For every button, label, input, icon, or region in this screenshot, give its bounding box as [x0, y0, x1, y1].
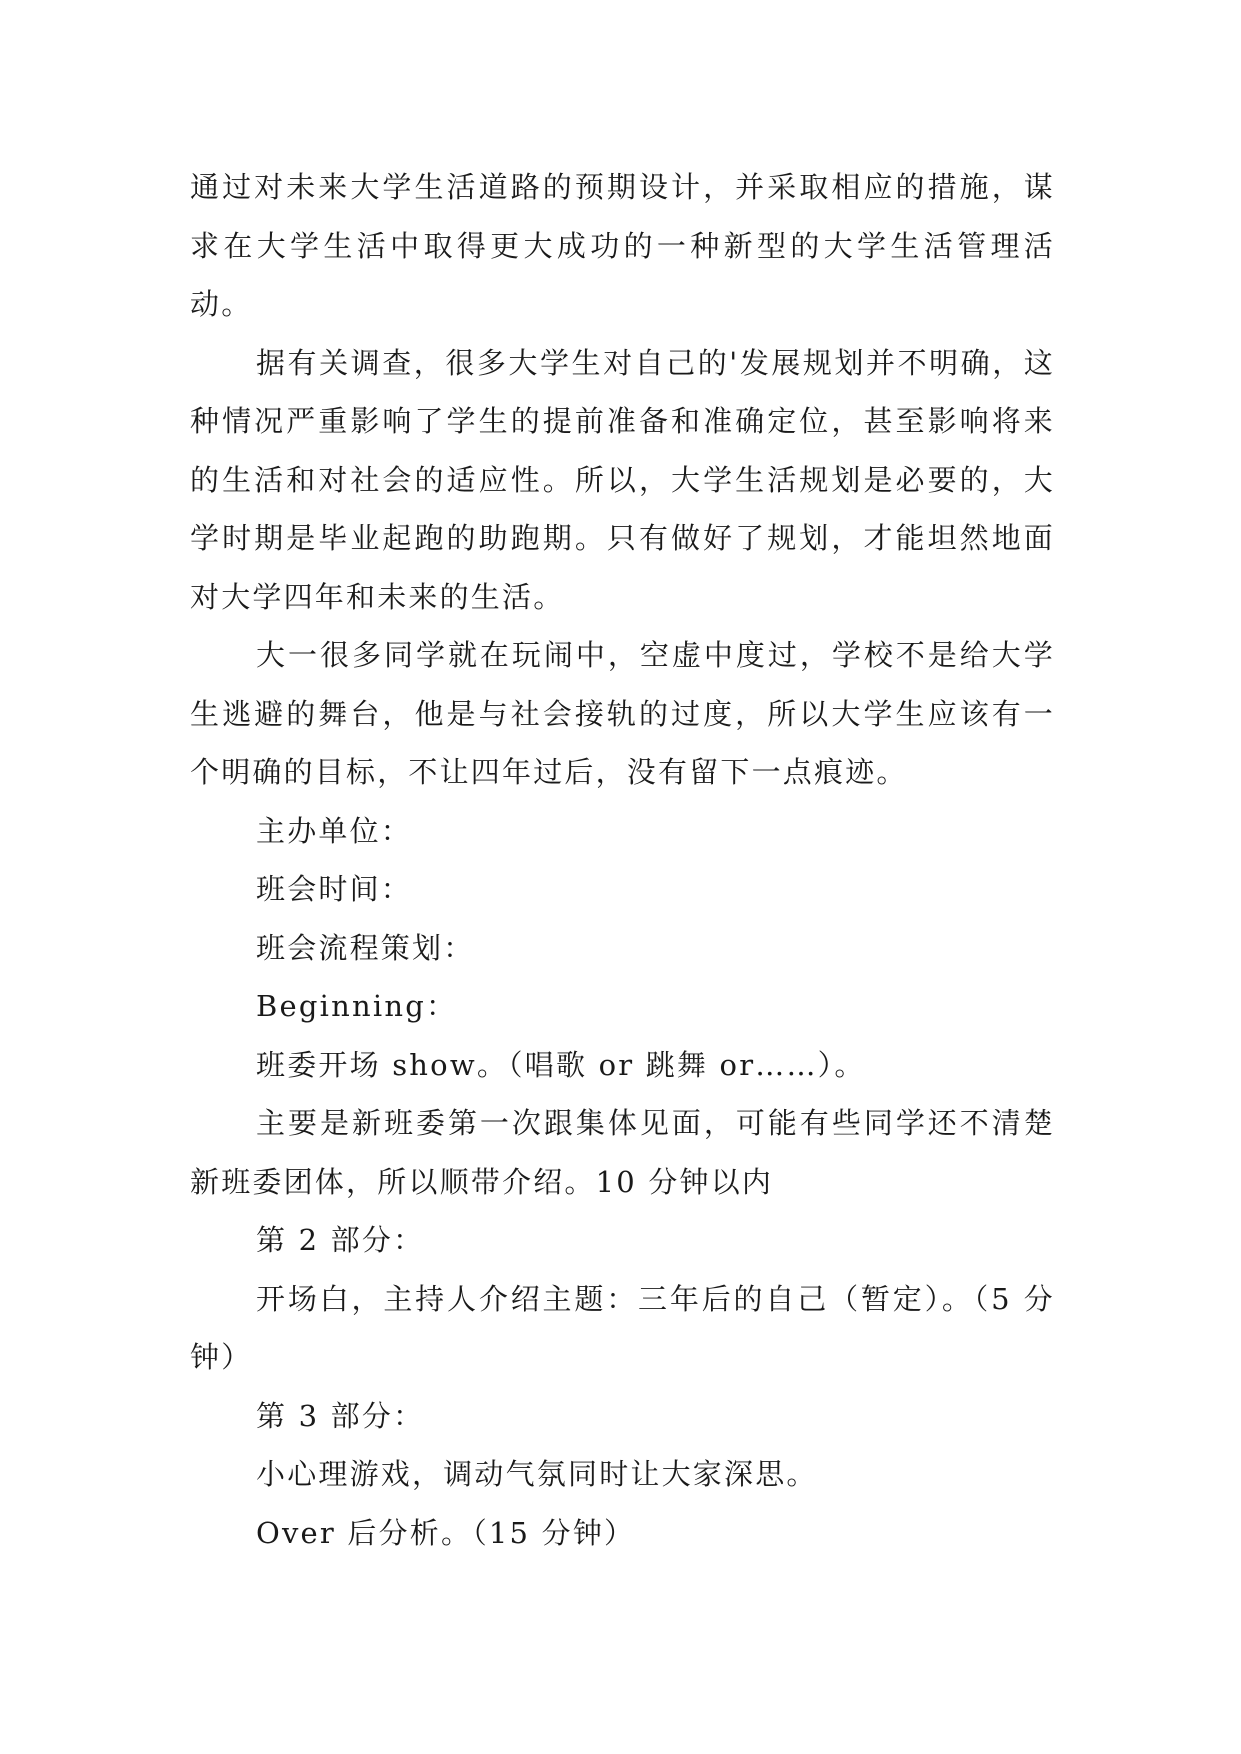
paragraph-meeting-time: 班会时间： — [256, 872, 413, 906]
paragraph-part-3-game: 小心理游戏，调动气氛同时让大家深思。 — [256, 1457, 818, 1491]
paragraph-part-2-content: 开场白，主持人介绍主题：三年后的自己（暂定）。（5 分钟） — [190, 1281, 1055, 1374]
paragraph-intro: 通过对未来大学生活道路的预期设计，并采取相应的措施，谋求在大学生活中取得更大成功的一种新型的大学生活管理活动。 — [190, 170, 1055, 321]
paragraph-introduction: 主要是新班委第一次跟集体见面，可能有些同学还不清楚新班委团体，所以顺带介绍。10 分钟以内 — [190, 1106, 1055, 1199]
paragraph-survey: 据有关调查，很多大学生对自己的'发展规划并不明确，这种情况严重影响了学生的提前准备和准确定位，甚至影响将来的生活和对社会的适应性。所以，大学生活规划是必要的，大学时期是毕业起跑的助跑期。只有做好了规划，才能坦然地面对大学四年和未来的生活。 — [190, 345, 1055, 614]
paragraph-meeting-plan: 班会流程策划： — [256, 930, 475, 965]
paragraph-part-3-analysis: Over 后分析。（15 分钟） — [256, 1515, 636, 1550]
paragraph-part-2-heading: 第 2 部分： — [256, 1223, 425, 1257]
paragraph-beginning: Beginning： — [256, 989, 458, 1023]
paragraph-freshman: 大一很多同学就在玩闹中，空虚中度过，学校不是给大学生逃避的舞台，他是与社会接轨的过度，所以大学生应该有一个明确的目标，不让四年过后，没有留下一点痕迹。 — [190, 638, 1055, 789]
paragraph-organizer: 主办单位： — [256, 813, 413, 848]
paragraph-opening-show: 班委开场 show。（唱歌 or 跳舞 or……）。 — [256, 1047, 866, 1082]
document-body — [190, 158, 1055, 1562]
paragraph-part-3-heading: 第 3 部分： — [256, 1398, 425, 1433]
